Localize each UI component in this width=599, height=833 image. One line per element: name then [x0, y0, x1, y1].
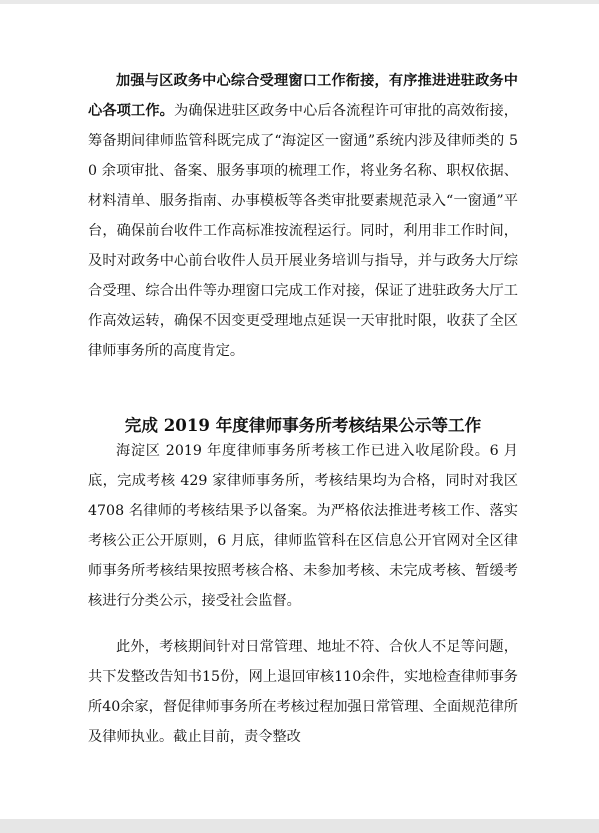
section-title: 完成 2019 年度律师事务所考核结果公示等工作: [124, 415, 482, 435]
paragraph-2: 海淀区 2019 年度律师事务所考核工作已进入收尾阶段。6 月底，完成考核 429 家律师事务所，考核结果均为合格，同时对我区 4708 名律师的考核结果予以备案。为严格依法推进考核工作、落实考核公正公开原则，6 月底，律师监管科在区信息公开官网对全区律师事务所考核结果按照考核合格、未参加考核、未完成考核、暂缓考核进行分类公示，接受社会监督。: [88, 443, 518, 609]
page-top-edge: [0, 0, 599, 4]
paragraph-1-lead: 加强与区政务中心综合受理窗口工作衔接，有序推进进驻政务中心各项工作。: [88, 73, 518, 119]
paragraph-3: 此外，考核期间针对日常管理、地址不符、合伙人不足等问题，共下发整改告知书15份，网上退回审核110余件，实地检查律师事务所40余家，督促律师事务所在考核过程加强日常管理、全面规范律所及律师执业。截止目前，责令整改: [88, 639, 518, 745]
paragraph-1-body: 为确保进驻区政务中心后各流程许可审批的高效衔接，筹备期间律师监管科既完成了“海淀区一窗通”系统内涉及律师类的 50 余项审批、备案、服务事项的梳理工作，将业务名称、职权依据、材料清单、服务指南、办事模板等各类审批要素规范录入“一窗通”平台，确保前台收件工作高标准按流程运行。同时，利用非工作时间，及时对政务中心前台收件人员开展业务培训与指导，并与政务大厅综合受理、综合出件等办理窗口完成工作对接，保证了进驻政务大厅工作高效运转，确保不因变更受理地点延误一天审批时限，收获了全区律师事务所的高度肯定。: [88, 103, 518, 359]
paragraph-1: [88, 66, 518, 366]
page-bottom-edge: [0, 819, 599, 833]
